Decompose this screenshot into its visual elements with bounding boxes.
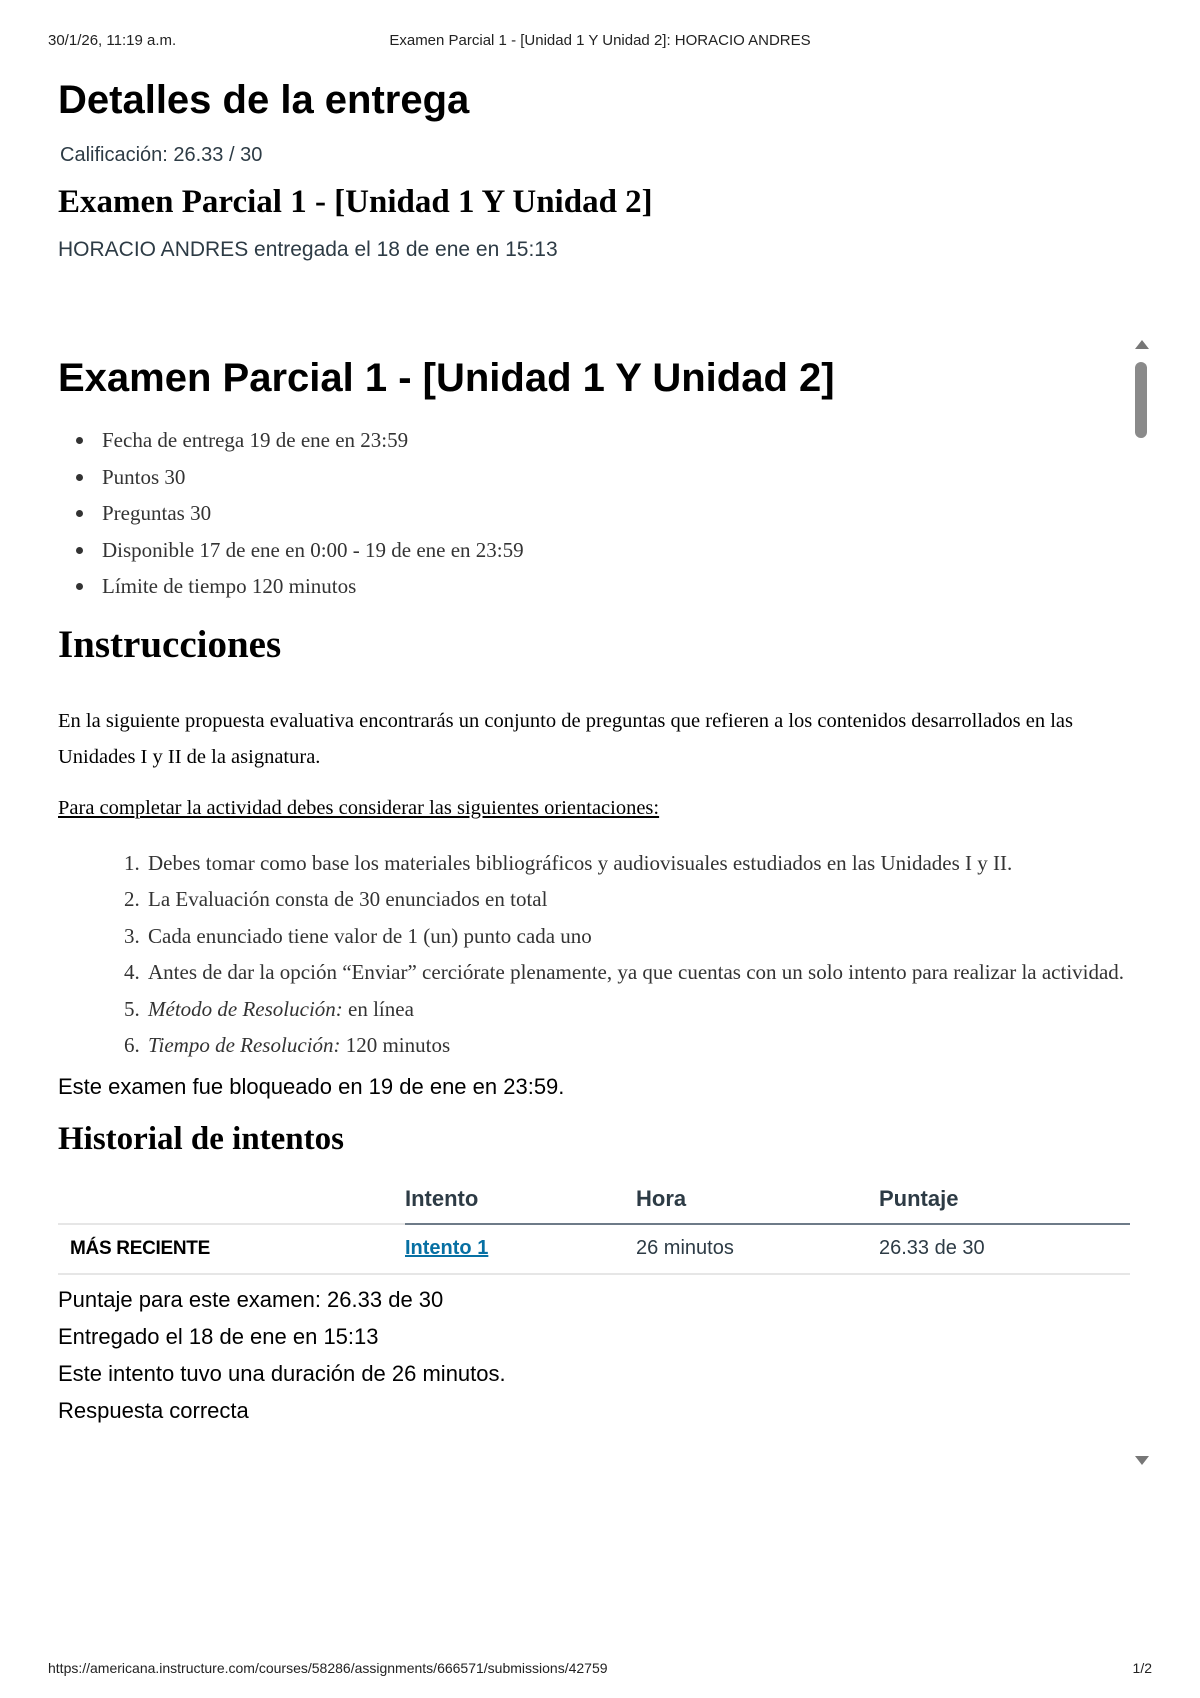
history-title: Historial de intentos — [58, 1120, 344, 1157]
print-title: Examen Parcial 1 - [Unidad 1 Y Unidad 2]: HORACIO ANDRES — [389, 32, 811, 49]
scroll-up-arrow-icon[interactable] — [1135, 340, 1149, 349]
assignment-title: Examen Parcial 1 - [Unidad 1 Y Unidad 2] — [58, 184, 653, 220]
quiz-info-due: Fecha de entrega 19 de ene en 23:59 — [102, 422, 1130, 459]
step-item — [124, 881, 1130, 918]
scroll-thumb[interactable] — [1135, 362, 1147, 438]
step-text: Debes tomar como base los materiales bibliográficos y audiovisuales estudiados en las Unidades I y II. — [148, 850, 1013, 875]
score-cell: 26.33 de 30 — [879, 1224, 1130, 1274]
step-item — [124, 954, 1130, 991]
print-header — [48, 32, 1152, 52]
step-item — [124, 991, 1130, 1028]
quiz-info-available: Disponible 17 de ene en 0:00 - 19 de ene en 23:59 — [102, 532, 1130, 569]
print-date: 30/1/26, 11:19 a.m. — [48, 32, 177, 49]
submitted-by-text: HORACIO ANDRES entregada el 18 de ene en 15:13 — [58, 238, 558, 261]
summary-duration: Este intento tuvo una duración de 26 minutos. — [58, 1360, 506, 1386]
header-time: Hora — [636, 1176, 879, 1224]
quiz-scrollbar[interactable] — [1130, 338, 1152, 1468]
step-number: 4. — [124, 960, 140, 984]
orientations-heading: Para completar la actividad debes considerar las siguientes orientaciones: — [58, 796, 660, 819]
grade-text: Calificación: 26.33 / 30 — [60, 144, 263, 166]
step-label: Tiempo de Resolución: — [148, 1033, 341, 1057]
quiz-content — [58, 338, 1130, 1429]
quiz-title: Examen Parcial 1 - [Unidad 1 Y Unidad 2] — [58, 356, 835, 400]
step-label: Método de Resolución: — [148, 996, 343, 1021]
instructions-paragraph: En la siguiente propuesta evaluativa encontrarás un conjunto de preguntas que refieren a los contenidos desarrollados en las Unidades I y II de la asignatura. — [58, 709, 1073, 768]
step-number: 1. — [124, 850, 140, 875]
summary-correct-answer: Respuesta correcta — [58, 1397, 249, 1423]
attempt-summary — [58, 1281, 1130, 1429]
header-attempt: Intento — [405, 1176, 636, 1224]
step-number: 6. — [124, 1033, 140, 1057]
step-text: en línea — [342, 996, 414, 1021]
instructions-steps — [124, 845, 1130, 1064]
step-item — [124, 845, 1130, 882]
attempt-link[interactable]: Intento 1 — [405, 1237, 489, 1259]
time-cell: 26 minutos — [636, 1224, 879, 1274]
submission-details — [58, 76, 1138, 264]
table-header-row — [58, 1176, 1130, 1224]
step-text: 120 minutos — [340, 1033, 451, 1057]
most-recent-label: MÁS RECIENTE — [58, 1224, 405, 1274]
step-number: 5. — [124, 996, 140, 1021]
page-number: 1/2 — [1132, 1660, 1152, 1676]
quiz-info-points: Puntos 30 — [102, 459, 1130, 496]
step-text: Antes de dar la opción “Enviar” cerciórate plenamente, ya que cuentas con un solo intento para realizar la actividad. — [148, 960, 1125, 984]
page-title: Detalles de la entrega — [58, 78, 470, 122]
step-item — [124, 918, 1130, 955]
summary-submitted: Entregado el 18 de ene en 15:13 — [58, 1323, 379, 1349]
summary-score: Puntaje para este examen: 26.33 de 30 — [58, 1286, 444, 1312]
quiz-info-time-limit: Límite de tiempo 120 minutos — [102, 568, 1130, 605]
attempt-history-table — [58, 1176, 1130, 1275]
print-url: https://americana.instructure.com/courses/58286/assignments/666571/submissions/42759 — [48, 1660, 608, 1676]
table-row — [58, 1224, 1130, 1274]
locked-notice: Este examen fue bloqueado en 19 de ene en 23:59. — [58, 1073, 565, 1099]
step-text: Cada enunciado tiene valor de 1 (un) punto cada uno — [148, 923, 592, 948]
quiz-frame[interactable] — [58, 338, 1152, 1468]
step-item — [124, 1027, 1130, 1064]
header-score: Puntaje — [879, 1176, 1130, 1224]
step-number: 3. — [124, 923, 140, 948]
print-footer — [48, 1660, 1152, 1680]
quiz-info-list — [102, 422, 1130, 605]
quiz-info-questions: Preguntas 30 — [102, 495, 1130, 532]
scroll-down-arrow-icon[interactable] — [1135, 1456, 1149, 1465]
step-text: La Evaluación consta de 30 enunciados en total — [148, 887, 548, 911]
attempt-cell — [405, 1224, 636, 1274]
step-number: 2. — [124, 887, 140, 911]
instructions-title: Instrucciones — [58, 622, 282, 666]
header-blank — [58, 1176, 405, 1224]
